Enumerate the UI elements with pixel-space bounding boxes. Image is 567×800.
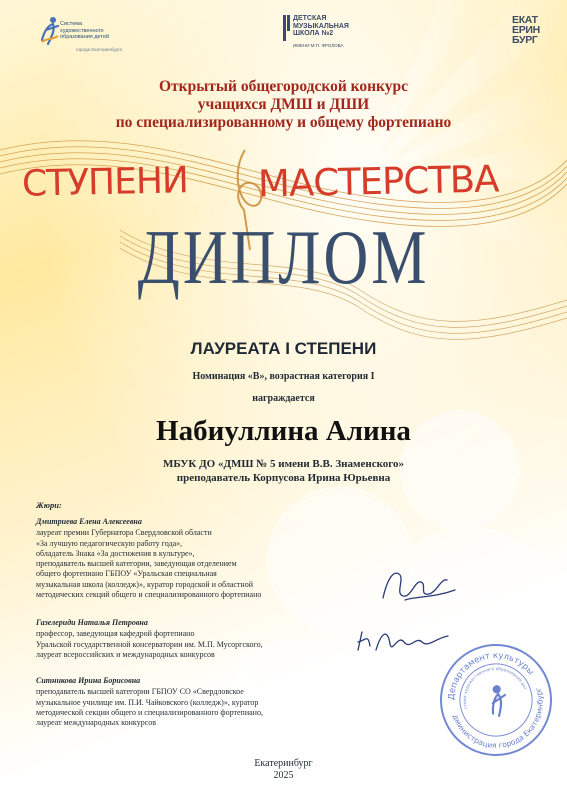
school-info xyxy=(0,457,567,485)
year: 2025 xyxy=(273,770,294,781)
jury-member-name: Дмитриева Елена Алексеевна xyxy=(36,517,142,526)
figure-icon xyxy=(40,16,60,46)
jury-member-line: методических секций общего и специализированного фортепиано xyxy=(36,590,262,600)
jury-member-line: профессор, заведующая кафедрой фортепиано xyxy=(36,629,195,639)
degree-title: ЛАУРЕАТА I СТЕПЕНИ xyxy=(190,339,377,358)
jury-member-line: общего фортепиано ГБПОУ «Уральская специальная xyxy=(36,569,217,579)
logo-music-school-2 xyxy=(283,15,353,49)
jury-member-line: Уральской государственной консерватории им. М.П. Мусоргского, xyxy=(36,639,263,649)
svg-text:Система художественного образо xyxy=(436,640,528,719)
city: Екатеринбург xyxy=(254,758,313,769)
stamp-bottom-text: Администрация города Екатеринбурга xyxy=(450,686,545,750)
jury-member-line: методической секции общего и специализированного фортепиано, xyxy=(36,707,263,717)
jury-member xyxy=(36,618,346,660)
diploma-title: ДИПЛОМ xyxy=(137,215,430,301)
stamp-figure-icon xyxy=(485,685,510,718)
logo-middle-subtext: ИМЕНИ М.П. ФРОЛОВА xyxy=(293,43,344,48)
logo-art-education-system xyxy=(40,14,130,54)
logo-ekaterinburg: ЕКАТ ЕРИН БУРГ xyxy=(512,14,540,46)
place-and-year xyxy=(0,758,567,782)
jury-member-line: преподаватель высшей категории ГБПОУ СО «Свердловское xyxy=(36,687,244,697)
jury-member-line: обладатель Знака «За достижения в культуре», xyxy=(36,548,195,558)
jury-member xyxy=(36,676,346,728)
awarded-text: награждается xyxy=(252,393,315,404)
contest-heading: Открытый общегородской конкурс учащихся ДМШ и ДШИ по специализированному и общему фортепиано xyxy=(115,78,452,131)
jury-member-line: музыкальная школа (колледж)», куратор городской и областной xyxy=(36,579,253,589)
jury-label: Жюри: xyxy=(36,500,62,510)
jury-member-name: Ситникова Ирина Борисовна xyxy=(36,676,141,685)
logo-left-subtext: города Екатеринбурга xyxy=(76,47,123,52)
jury-member-line: музыкальное училище им. П.И. Чайковского (колледж)», куратор xyxy=(36,697,259,707)
official-stamp xyxy=(436,640,556,760)
recipient-name: Набиуллина Алина xyxy=(156,415,411,447)
jury-member-name: Газелериди Наталья Петровна xyxy=(36,618,148,627)
stamp-inner-text: Система художественного образования детей xyxy=(461,665,529,710)
jury-member-line: «За лучшую педагогическую работу года», xyxy=(36,538,183,548)
jury-member xyxy=(36,517,346,600)
logo-middle-text: ДЕТСКАЯ МУЗЫКАЛЬНАЯ ШКОЛА №2 xyxy=(293,15,349,37)
logo-left-text: Система художественного образования детей xyxy=(60,21,109,40)
piano-key-icon xyxy=(283,15,291,41)
school-name: МБУК ДО «ДМШ № 5 имени В.В. Знаменского» xyxy=(163,458,404,470)
nomination-text: Номинация «В», возрастная категория I xyxy=(192,371,375,382)
contest-title-part2: МАСТЕРСТВА xyxy=(257,157,499,206)
jury-member-line: лауреат международных конкурсов xyxy=(36,718,157,728)
jury-member-line: лауреат премии Губернатора Свердловской области xyxy=(36,528,212,538)
teacher-name: преподаватель Корпусова Ирина Юрьевна xyxy=(176,472,391,484)
jury-member-line: преподаватель высшей категории, заведующая отделением xyxy=(36,559,237,569)
signature-dmitrieva xyxy=(375,560,465,610)
contest-title-part1: СТУПЕНИ xyxy=(21,160,189,205)
jury-member-line: лауреат всероссийских и международных конкурсов xyxy=(36,649,215,659)
stamp-outer-text: Департамент культуры xyxy=(446,650,536,701)
